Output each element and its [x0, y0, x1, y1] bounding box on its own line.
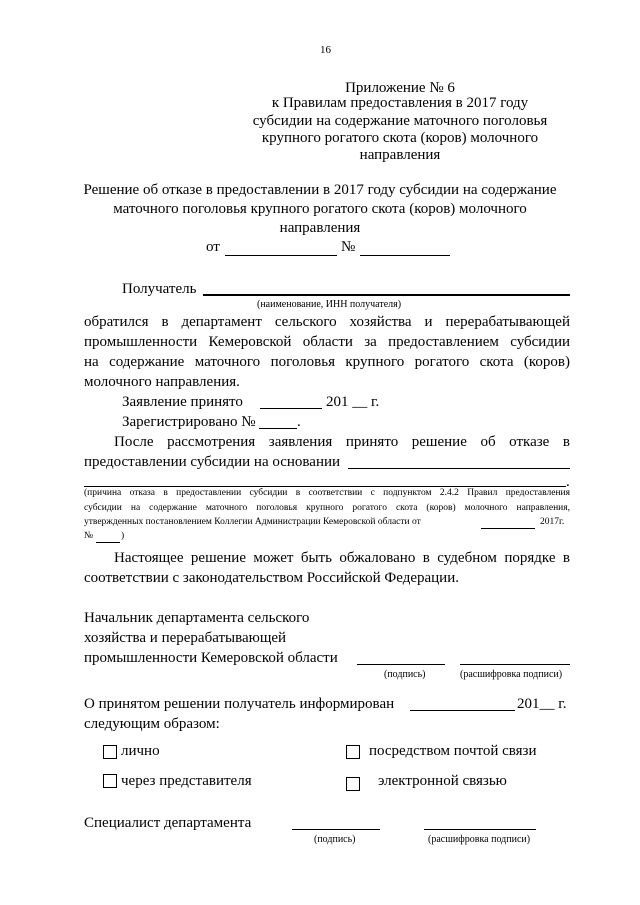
informed-line-2: следующим образом: [84, 716, 220, 732]
reason-note-line-3: утвержденных постановлением Коллегии Администрации Кемеровской области от [84, 517, 421, 527]
option-representative-label: через представителя [121, 773, 252, 789]
option-postal-label: посредством почтой связи [369, 743, 537, 759]
registered-end: . [297, 414, 301, 430]
head-sign-hint: (подпись) [384, 669, 426, 680]
decision-period: . [566, 474, 570, 490]
body-line-1: обратился в департамент сельского хозяйства и перерабатывающей [84, 314, 570, 330]
head-decode-field[interactable] [460, 664, 570, 665]
reason-note-close: ) [121, 531, 125, 541]
body-line-4: молочного направления. [84, 374, 240, 390]
body-line-3: на содержание маточного поголовья крупного рогатого скота (коров) [84, 354, 570, 370]
reason-note-line-2: субсидии на содержание маточного поголовья крупного рогатого скота (коров) молочного направления, [84, 503, 570, 513]
decision-line-1: После рассмотрения заявления принято решение об отказе в [114, 434, 570, 450]
recipient-hint: (наименование, ИНН получателя) [257, 299, 402, 310]
decision-line-2: предоставлении субсидии на основании [84, 454, 341, 470]
appendix-line-4: направления [359, 147, 441, 163]
from-label: от [206, 239, 220, 255]
specialist-decode-hint: (расшифровка подписи) [428, 834, 531, 845]
option-electronic-label: электронной связью [378, 773, 507, 789]
reason-note-number-label: № [84, 531, 94, 541]
informed-label: О принятом решении получатель информирован [84, 696, 395, 712]
date-field[interactable] [225, 255, 337, 256]
number-label: № [341, 239, 356, 255]
heading-line-3: направления [279, 220, 361, 236]
appeal-line-2: соответствии с законодательством Российской Федерации. [84, 570, 459, 586]
informed-date-field[interactable] [410, 710, 515, 711]
specialist-label: Специалист департамента [84, 815, 252, 831]
heading-line-1: Решение об отказе в предоставлении в 2017 году субсидии на содержание [83, 182, 557, 198]
option-in-person-label: лично [121, 743, 160, 759]
decision-reason-field[interactable] [84, 486, 566, 487]
body-line-2: промышленности Кемеровской области за предоставлением субсидии [84, 334, 570, 350]
reason-note-year: 2017г. [540, 517, 565, 527]
specialist-decode-field[interactable] [424, 829, 536, 830]
page-number: 16 [320, 44, 331, 56]
head-title-line-2: хозяйства и перерабатывающей [84, 630, 287, 646]
reason-note-line-1: (причина отказа в предоставлении субсидии в соответствии с подпунктом 2.4.2 Правил предоставления [84, 488, 570, 498]
heading-line-2: маточного поголовья крупного рогатого скота (коров) молочного [113, 201, 527, 217]
checkbox-electronic[interactable] [346, 777, 360, 791]
specialist-signature-field[interactable] [292, 829, 380, 830]
registered-label: Зарегистрировано № [122, 414, 256, 430]
number-field[interactable] [360, 255, 450, 256]
resolution-number-field[interactable] [96, 542, 120, 543]
appendix-line-3: крупного рогатого скота (коров) молочного [261, 130, 539, 146]
checkbox-representative[interactable] [103, 774, 117, 788]
appendix-line-1: к Правилам предоставления в 2017 году [271, 95, 529, 111]
application-year: 201 __ г. [326, 394, 380, 410]
head-signature-field[interactable] [357, 664, 445, 665]
recipient-field[interactable] [203, 294, 570, 296]
checkbox-in-person[interactable] [103, 745, 117, 759]
head-decode-hint: (расшифровка подписи) [460, 669, 563, 680]
appeal-line-1: Настоящее решение может быть обжаловано в судебном порядке в [114, 550, 570, 566]
head-title-line-1: Начальник департамента сельского [84, 610, 310, 626]
resolution-date-field[interactable] [481, 528, 535, 529]
application-accepted-label: Заявление принято [122, 394, 243, 410]
appendix-line-2: субсидии на содержание маточного поголовья [252, 113, 548, 129]
decision-basis-field[interactable] [348, 468, 570, 469]
appendix-title: Приложение № 6 [345, 80, 455, 96]
specialist-sign-hint: (подпись) [314, 834, 356, 845]
informed-year: 201__ г. [517, 696, 567, 712]
registered-number-field[interactable] [259, 428, 297, 429]
recipient-label: Получатель [122, 281, 197, 297]
checkbox-postal[interactable] [346, 745, 360, 759]
application-date-field[interactable] [260, 408, 322, 409]
head-title-line-3: промышленности Кемеровской области [84, 650, 338, 666]
